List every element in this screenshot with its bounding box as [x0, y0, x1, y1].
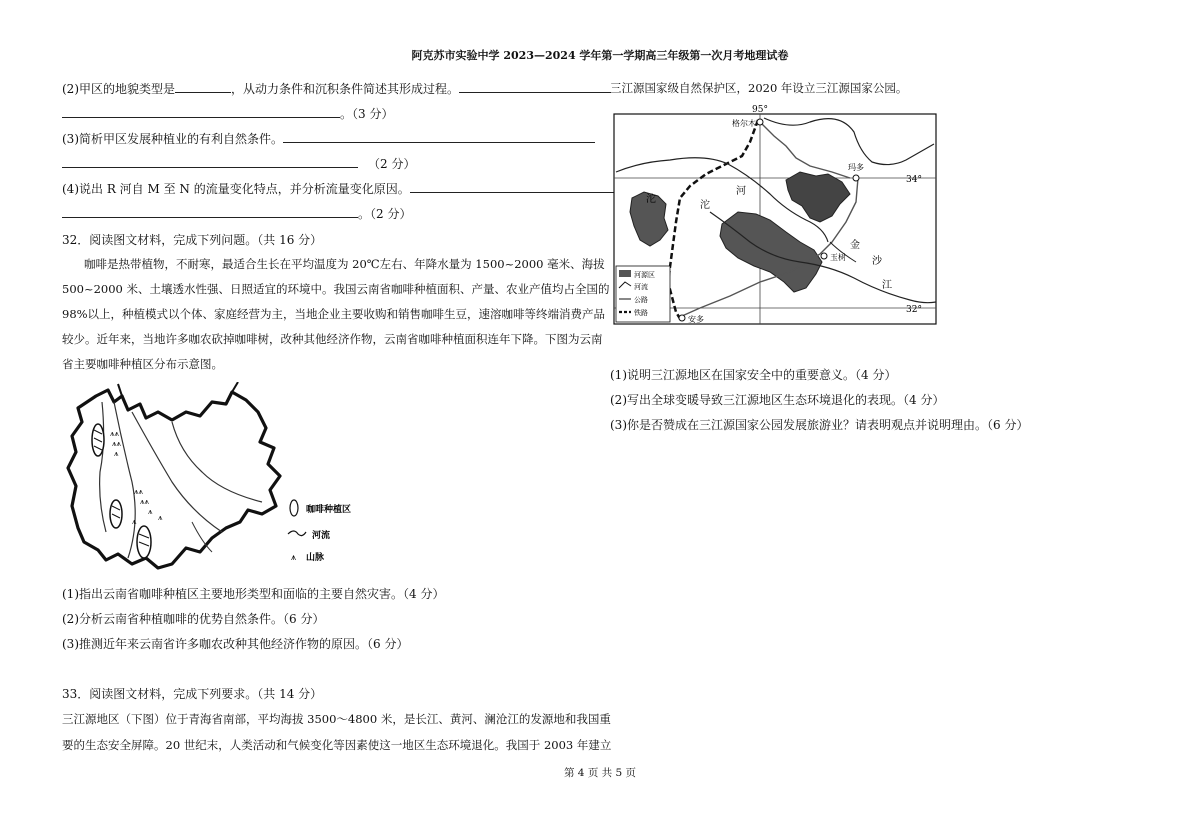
- answer-blank: [175, 80, 231, 93]
- q31-4-line: [62, 180, 616, 197]
- place-label-golmud: 格尔木: [732, 119, 756, 128]
- legend-source-symbol: [619, 270, 631, 277]
- legend-mountain-label: 山脉: [306, 553, 325, 563]
- svg-text:⩚: ⩚: [148, 507, 153, 516]
- answer-blank: [62, 105, 340, 118]
- q31-4-score: 。（2 分）: [358, 207, 412, 221]
- river-name-char: 江: [882, 280, 892, 291]
- place-label-yushu: 玉树: [830, 253, 846, 262]
- svg-text:⩚⩚: ⩚⩚: [134, 487, 144, 496]
- river-name-char: 沱: [700, 200, 710, 211]
- svg-text:⩚: ⩚: [114, 449, 119, 458]
- legend-rail-label: 铁路: [634, 309, 648, 317]
- q32-title: 32．阅读图文材料，完成下列问题。（共 16 分）: [62, 233, 323, 247]
- q31-3-score: （2 分）: [368, 157, 416, 171]
- river-line: [114, 402, 135, 558]
- answer-blank: [410, 180, 616, 193]
- river-name-char: 金: [850, 240, 860, 251]
- q33-2: (2)写出全球变暖导致三江源地区生态环境退化的表现。（4 分）: [610, 393, 945, 407]
- answer-blank: [62, 205, 358, 218]
- q33-1: (1)说明三江源地区在国家安全中的重要意义。（4 分）: [610, 368, 897, 382]
- sanjiangyuan-map: [610, 102, 940, 328]
- place-label-anduo: 安多: [688, 315, 704, 324]
- place-marker: [757, 119, 763, 125]
- place-marker: [853, 175, 859, 181]
- coffee-area: [110, 500, 122, 528]
- river-name-char: 沙: [872, 256, 882, 267]
- q32-paragraph-line: 较少。近年来，当地许多咖农砍掉咖啡树，改种其他经济作物，云南省咖啡种植面积连年下降。下图为云南: [62, 332, 603, 346]
- page-footer: 第 4 页 共 5 页: [563, 767, 637, 779]
- legend-river-label: 河流: [312, 531, 331, 541]
- legend-river-symbol: [288, 531, 306, 536]
- river-line: [172, 422, 262, 502]
- latitude-label-bottom: 32°: [906, 305, 922, 315]
- q31-2-text-b: ，从动力条件和沉积条件简述其形成过程。: [231, 82, 460, 96]
- svg-text:⩚⩚: ⩚⩚: [110, 429, 120, 438]
- yunnan-coffee-map: [62, 382, 382, 578]
- place-marker: [821, 253, 827, 259]
- answer-blank: [62, 155, 358, 168]
- q31-2-line: [62, 80, 611, 97]
- q31-2-line2: [62, 105, 393, 122]
- q31-4-text: (4)说出 R 河自 M 至 N 的流量变化特点，并分析流量变化原因。: [62, 182, 410, 196]
- legend-river-label: 河流: [634, 283, 648, 291]
- q33-paragraph-continued: 三江源国家级自然保护区，2020 年设立三江源国家公园。: [610, 81, 908, 95]
- longitude-label: 95°: [752, 105, 768, 115]
- legend-source-label: 河源区: [634, 271, 655, 279]
- legend-coffee-label: 咖啡种植区: [306, 505, 352, 515]
- q31-3-line: [62, 130, 595, 147]
- legend-mountain-symbol: ⩚: [291, 553, 297, 563]
- svg-text:⩚⩚: ⩚⩚: [112, 439, 122, 448]
- river-name-char: 河: [736, 186, 746, 197]
- q32-paragraph-line: 省主要咖啡种植区分布示意图。: [62, 357, 223, 371]
- q33-3: (3)你是否赞成在三江源国家公园发展旅游业？请表明观点并说明理由。（6 分）: [610, 418, 1029, 432]
- q31-2-score: 。（3 分）: [340, 107, 394, 121]
- page-header-title: 阿克苏市实验中学 2023—2024 学年第一学期高三年级第一次月考地理试卷: [411, 49, 789, 62]
- answer-blank: [459, 80, 611, 93]
- latitude-label-top: 34°: [906, 175, 922, 185]
- legend-road-label: 公路: [634, 296, 648, 304]
- place-label-maduo: 玛多: [848, 163, 864, 172]
- svg-text:⩚⩚: ⩚⩚: [140, 497, 150, 506]
- legend-coffee-symbol: [290, 500, 298, 516]
- q32-paragraph-line: 500~2000 米、土壤透水性强、日照适宜的环境中。我国云南省咖啡种植面积、产量、农业产值均占全国的: [62, 282, 610, 296]
- q32-3: (3)推测近年来云南省许多咖农改种其他经济作物的原因。（6 分）: [62, 637, 409, 651]
- q33-paragraph-line: 要的生态安全屏障。20 世纪末，人类活动和气候变化等因素使这一地区生态环境退化。我国于 2003 年建立: [62, 738, 612, 752]
- answer-blank: [283, 130, 595, 143]
- q32-1: (1)指出云南省咖啡种植区主要地形类型和面临的主要自然灾害。（4 分）: [62, 587, 445, 601]
- river-line: [132, 412, 222, 532]
- q31-2-text-a: (2)甲区的地貌类型是: [62, 82, 175, 96]
- q33-title: 33．阅读图文材料，完成下列要求。（共 14 分）: [62, 687, 323, 701]
- q33-paragraph-line: 三江源地区（下图）位于青海省南部，平均海拔 3500～4800 米，是长江、黄河、澜沧江的发源地和我国重: [62, 712, 611, 726]
- place-marker: [679, 315, 685, 321]
- q31-3-line2: [62, 155, 415, 172]
- q31-4-line2: [62, 205, 411, 222]
- river-line: [100, 402, 106, 532]
- q32-paragraph-line: 咖啡是热带植物，不耐寒，最适合生长在平均温度为 20℃左右、年降水量为 1500~2000 毫米、海拔: [84, 257, 605, 271]
- q31-3-text: (3)简析甲区发展种植业的有利自然条件。: [62, 132, 283, 146]
- svg-text:⩚: ⩚: [158, 513, 163, 522]
- river-name-char: 沱: [646, 194, 656, 205]
- q32-2: (2)分析云南省种植咖啡的优势自然条件。（6 分）: [62, 612, 325, 626]
- svg-text:⩚: ⩚: [132, 517, 137, 526]
- q32-paragraph-line: 98%以上，种植模式以个体、家庭经营为主，当地企业主要收购和销售咖啡生豆，速溶咖啡等终端消费产品: [62, 307, 606, 321]
